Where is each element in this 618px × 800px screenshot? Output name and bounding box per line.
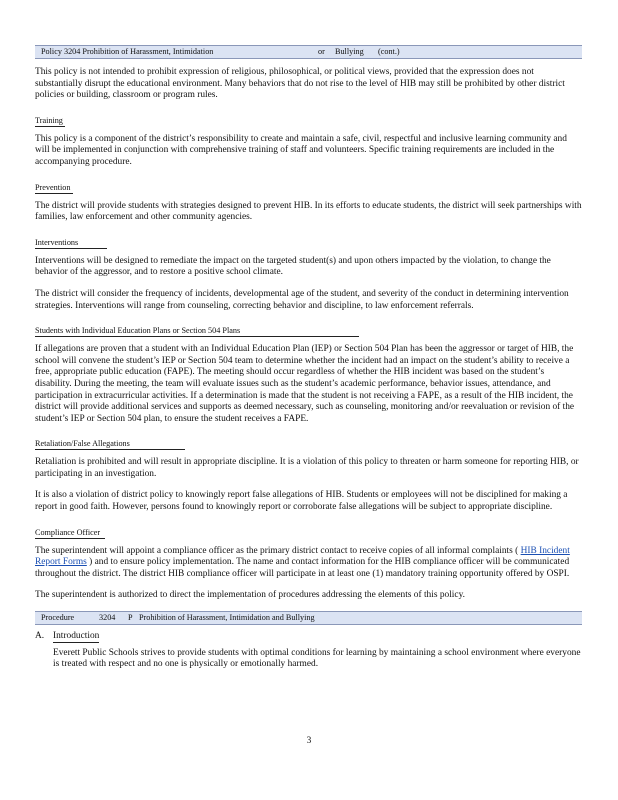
section-a-number: A. <box>35 631 45 642</box>
compliance-paragraph <box>35 546 582 581</box>
iep-paragraph: If allegations are proven that a student with an Individual Education Plan (IEP) or Section 504 Plan has been the aggressor or target of HIB, the school will convene the student’s IEP or Section 504 team to determine whether the incident had an impact on the student’s ability to receive a free, appropriate public education (FAPE). The meeting should occur regardless of whether the HIB incident was based on the student’s disability. During the meeting, the team will evaluate issues such as the student’s academic performance, behavior issues, attendance, and participation in extracurricular activities. If a determination is made that the student is not receiving a FAPE, as a result of the HIB incident, the district will provide additional services and supports as deemed necessary, such as counseling, monitoring and/or reevaluation or revision of the student’s IEP or Section 504 plan, to ensure the student receives a FAPE. <box>35 344 575 424</box>
section-a-heading-row <box>35 631 582 643</box>
band-bullying: Bullying <box>335 47 364 56</box>
section-a-heading: Introduction <box>53 631 100 642</box>
retaliation-paragraph-2: It is also a violation of district policy to knowingly report false allegations of HIB. Students or employees will not be disciplined for making a report in good faith. However, persons found to knowingly report or corroborate false allegations will be subject to appropriate discipline. <box>35 490 568 513</box>
policy-header-band <box>35 45 582 59</box>
interventions-heading: Interventions <box>35 237 79 247</box>
hib-incident-report-forms-link[interactable]: HIB Incident Report Forms <box>35 545 570 568</box>
training-paragraph: This policy is a component of the district’s responsibility to create and maintain a safe, civil, respectful and inclusive learning community and will be implemented in conjunction with comprehensive training of staff and volunteers. Specific training requirements are included in the accompanying procedure. <box>35 133 567 167</box>
band-policy-title: Policy 3204 Prohibition of Harassment, Intimidation <box>41 47 214 56</box>
prevention-paragraph: The district will provide students with strategies designed to prevent HIB. In its efforts to educate students, the district will seek partnerships with families, law enforcement and other community agencies. <box>35 200 582 223</box>
band-procedure-p: P <box>128 613 133 623</box>
compliance-paragraph-2: The superintendent is authorized to direct the implementation of procedures addressing the elements of this policy. <box>35 590 465 601</box>
band-procedure-title: Prohibition of Harassment, Intimidation and Bullying <box>139 613 315 623</box>
iep-heading: Students with Individual Education Plans or Section 504 Plans <box>35 326 241 336</box>
document-page <box>35 45 582 671</box>
band-cont: (cont.) <box>378 47 400 56</box>
interventions-paragraph-2: The district will consider the frequency of incidents, developmental age of the student, and severity of the conduct in determining intervention strategies. Interventions will range from counseling, correcting behavior and discipline, to law enforcement referrals. <box>35 288 569 311</box>
retaliation-heading: Retaliation/False Allegations <box>35 439 130 449</box>
page-number: 3 <box>306 736 312 746</box>
band-procedure-label: Procedure <box>41 613 75 623</box>
compliance-text-post: ) and to ensure policy implementation. The name and contact information for the HIB compliance officer will be communicated throughout the district. The district HIB compliance officer will participate in at least one (1) mandatory training opportunity offered by OSPI. <box>35 557 570 579</box>
prevention-heading: Prevention <box>35 182 71 192</box>
compliance-text-pre: The superintendent will appoint a compliance officer as the primary district contact to receive copies of all informal complaints ( <box>35 545 519 556</box>
intro-paragraph: This policy is not intended to prohibit expression of religious, philosophical, or political views, provided that the expression does not substantially disrupt the educational environment. Many behaviors that do not rise to the level of HIB may still be prohibited by other district policies or building, classroom or program rules. <box>35 67 565 101</box>
procedure-header-band <box>35 611 582 625</box>
retaliation-paragraph-1: Retaliation is prohibited and will result in appropriate discipline. It is a violation of this policy to threaten or harm someone for reporting HIB, or participating in an investigation. <box>35 457 579 479</box>
compliance-heading: Compliance Officer <box>35 527 101 537</box>
training-heading: Training <box>35 115 63 125</box>
section-a-paragraph: Everett Public Schools strives to provide students with optimal conditions for learning by maintaining a school environment where everyone is treated with respect and no one is physically or emotionally harmed. <box>53 647 581 670</box>
band-or: or <box>318 47 325 56</box>
band-procedure-num: 3204 <box>99 613 116 623</box>
interventions-paragraph-1: Interventions will be designed to remediate the impact on the targeted student(s) and upon others impacted by the violation, to change the behavior of the aggressor, and to restore a positive school climate. <box>35 255 551 278</box>
